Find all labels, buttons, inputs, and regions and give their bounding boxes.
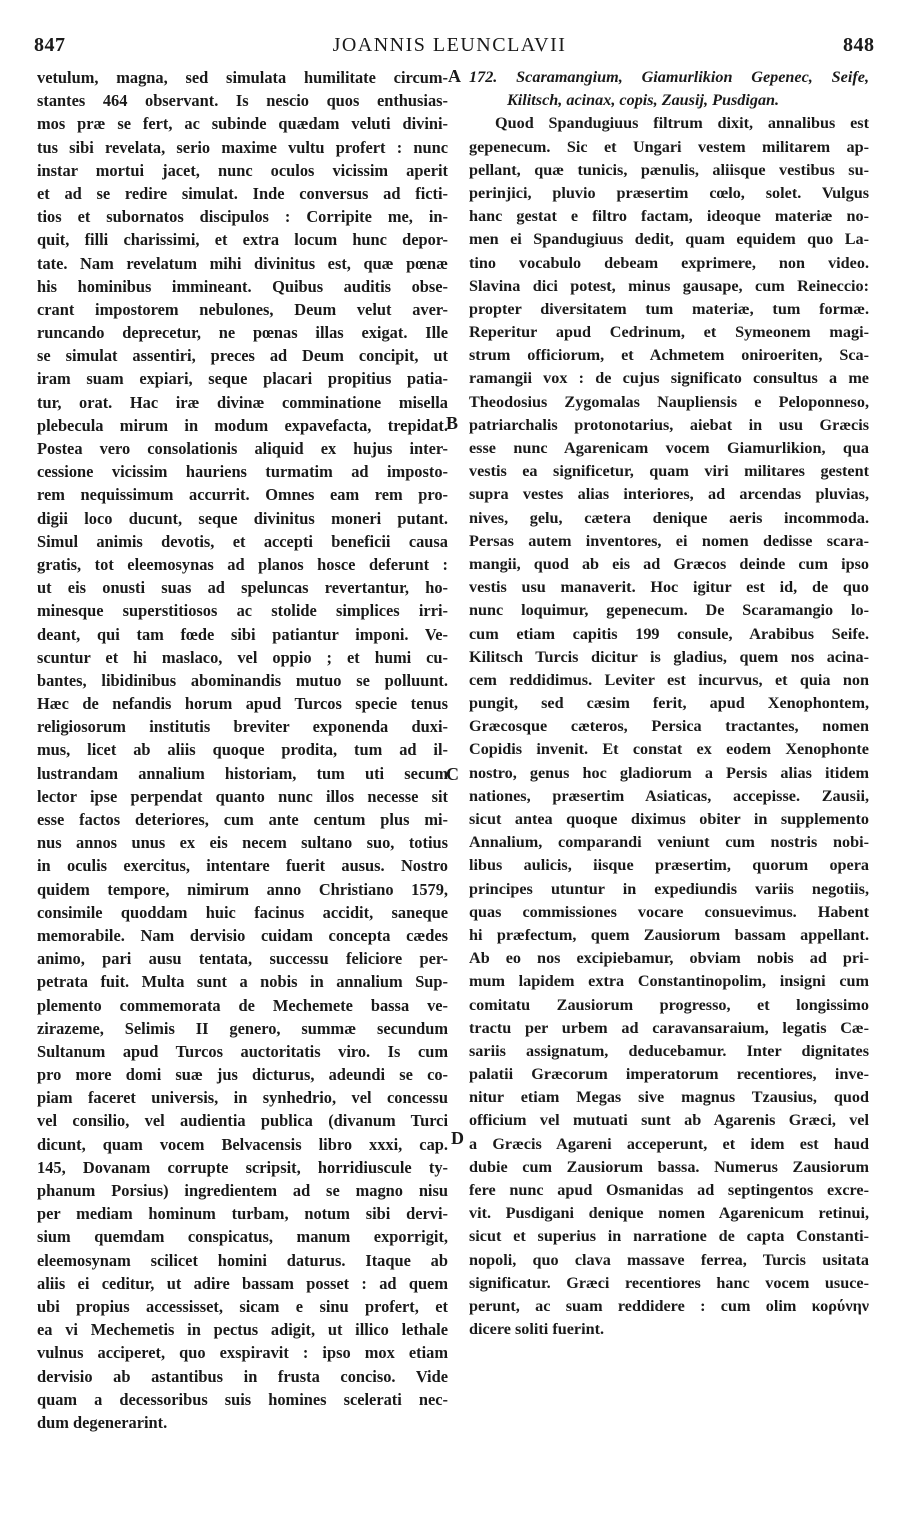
right-column-line: palatii Græcorum imperatorum recentiores, inve- bbox=[469, 1065, 869, 1084]
right-column-line: strum officiorum, et Achmetem oniroeriten, Sca- bbox=[469, 346, 869, 365]
margin-letter-c: C bbox=[446, 764, 459, 784]
right-column-line: Persas autem inventores, ei nomen dedisse scara- bbox=[469, 531, 869, 550]
right-column-line: Theodosius Zygomalas Naupliensis e Peloponneso, bbox=[469, 392, 869, 411]
right-column-line: pungit, sed cæsim ferit, apud Xenophontem, bbox=[469, 694, 869, 713]
left-column-line: tur, orat. Hac iræ divinæ comminatione misella bbox=[37, 392, 448, 412]
right-column-line: cem reddidimus. Leviter est incurvus, et quia non bbox=[469, 670, 869, 689]
left-column-line: mos præ se fert, ac subinde quædam veluti divini- bbox=[37, 114, 448, 134]
left-column-line: piam faceret universis, in synhedrio, vel concessu bbox=[37, 1088, 448, 1108]
right-column-line: cum etiam capitis 199 consule, Arabibus Seife. bbox=[469, 624, 869, 643]
left-column-line: tate. Nam revelatum mihi divinitus est, quæ pœnæ bbox=[37, 253, 448, 273]
left-column-line: Postea vero consolationis aliquid ex hujus inter- bbox=[37, 439, 448, 458]
right-column-line: 172. Scaramangium, Giamurlikion Gepenec, Seife, bbox=[469, 68, 869, 86]
right-column-line: quas commissiones vocare consuevimus. Habent bbox=[469, 902, 869, 921]
left-column-line: per mediam hominum turbam, notum sibi dervi- bbox=[37, 1204, 448, 1224]
right-column-line: ramangii vox : de cujus significato consultus a me bbox=[469, 369, 869, 388]
right-column-line: Kilitsch, acinax, copis, Zausij, Pusdigan. bbox=[507, 91, 780, 110]
left-column-line: quam a decessoribus suis homines scelerati nec- bbox=[37, 1389, 448, 1409]
right-column-line: mangii, quod ab eis ad Græcos deinde cum ipso bbox=[469, 554, 869, 573]
right-column-line: nunc loquimur, gepenecum. De Scaramangio lo- bbox=[469, 601, 869, 620]
left-column-line: dervisio ab astantibus in frusta conciso. Vide bbox=[37, 1366, 448, 1386]
right-column-line: pellant, quæ tunicis, pænulis, aliisque vestibus su- bbox=[469, 160, 869, 179]
right-column-line: Slavina dici potest, minus gausape, cum Reineccio: bbox=[469, 276, 869, 295]
right-column-line: esse nunc Agarenicam vocem Giamurlikion, qua bbox=[469, 439, 869, 457]
left-column-line: cessione vicissim hauriens turmatim ad imposto- bbox=[37, 462, 448, 482]
right-column-line: Annalium, comparandi veniunt cum nostris nobi- bbox=[469, 833, 869, 852]
left-column-line: Sultanum apud Turcos auctoritatis viro. Is cum bbox=[37, 1041, 448, 1061]
right-column-line: hanc gestat e filtro factam, ideoque materiæ no- bbox=[469, 207, 869, 226]
left-column-line: lustrandam annalium historiam, tum uti secum bbox=[37, 763, 448, 783]
right-column-line: supra vestes alias interiores, ad arcendas pluvias, bbox=[469, 485, 869, 504]
margin-letter-a: A bbox=[448, 66, 461, 86]
right-column-line: vestis ea significetur, quam viri militares gestent bbox=[469, 462, 869, 481]
left-column-line: minesque superstitiosos ac stolide simplices irri- bbox=[37, 601, 448, 621]
left-column-line: his hominibus immineant. Quibus auditis obse- bbox=[37, 276, 448, 296]
right-column-line: sariis assignatum, deducebamur. Inter dignitates bbox=[469, 1041, 869, 1060]
left-column-line: Hæc de nefandis horum apud Turcos specie tenus bbox=[37, 694, 448, 714]
right-column-line: a Græcis Agareni acceperunt, et idem est haud bbox=[469, 1134, 869, 1153]
left-column-line: religiosorum institutis breviter exponenda duxi- bbox=[37, 717, 448, 737]
left-column-line: quidem tempore, nimirum anno Christiano 1579, bbox=[37, 879, 448, 899]
left-column-line: plebecula mirum in modum expavefacta, trepidat. bbox=[37, 415, 448, 435]
right-column-line: Græcosque cæteros, Persica tractantes, nomen bbox=[469, 717, 869, 736]
right-column-line: men ei Spandugiuus dedit, quam equidem quo La- bbox=[469, 230, 869, 249]
right-column-line: mum lapidem extra Constantinopolim, insigni cum bbox=[469, 972, 869, 991]
left-column-line: nus annos unus ex eis necem sultano suo, totius bbox=[37, 833, 448, 853]
left-column-line: pro more domi suæ jus dicturus, adeundi se co- bbox=[37, 1065, 448, 1085]
right-column-line: nopoli, quo clava massave ferrea, Turcis usitata bbox=[469, 1250, 869, 1269]
left-column-line: zirazeme, Selimis II genero, summæ secundum bbox=[37, 1018, 448, 1038]
left-column-line: tios et subornatos discipulos : Corripite me, in- bbox=[37, 207, 448, 227]
right-column-line: significatur. Græci recentiores hanc vocem usuce- bbox=[469, 1273, 869, 1292]
right-column-line: vestis usu manaverit. Hoc igitur est id, de quo bbox=[469, 578, 869, 597]
right-column-line: vit. Pusdigani denique nomen Agarenicum retinui, bbox=[469, 1204, 869, 1223]
left-column-line: esse factos deteriores, cum ante centum plus mi- bbox=[37, 810, 448, 829]
right-column-line: sicut antea quoque diximus obiter in supplemento bbox=[469, 810, 869, 828]
left-column-line: vetulum, magna, sed simulata humilitate circum- bbox=[37, 68, 448, 87]
right-column-line: nationes, præsertim Asiaticas, accepisse. Zausii, bbox=[469, 786, 869, 805]
right-text-column bbox=[469, 66, 869, 1341]
left-column-line: dum degenerarint. bbox=[37, 1412, 168, 1432]
margin-letter-b: B bbox=[446, 413, 459, 433]
left-column-line: instar mortui jacet, nunc oculos vicissim aperit bbox=[37, 160, 448, 180]
left-column-line: Simul animis devotis, et accepti beneficii causa bbox=[37, 531, 448, 551]
left-column-line: gratis, tot eleemosynas ad planos hosce deferunt : bbox=[37, 554, 448, 574]
right-page-number: 848 bbox=[843, 34, 875, 56]
left-column-line: scuntur et hi maslaco, vel oppio ; et humi cu- bbox=[37, 647, 448, 667]
left-column-line: dicunt, quam vocem Belvacensis libro xxxi, cap. bbox=[37, 1134, 448, 1154]
right-column-line: tino vocabulo debeam exprimere, non video. bbox=[469, 253, 869, 272]
left-column-line: iram suam expiari, seque placari propitius patia- bbox=[37, 369, 448, 389]
left-column-line: et ad se redire simulat. Inde conversus ad ficti- bbox=[37, 183, 448, 203]
left-column-line: mus, licet ab aliis quoque prodita, tum ad il- bbox=[37, 740, 448, 760]
right-column-line: Quod Spandugiuus filtrum dixit, annalibus est bbox=[495, 114, 869, 133]
left-column-line: lector ipse perpendat quanto nunc illos necesse sit bbox=[37, 786, 448, 806]
right-column-line: patriarchalis protonotarius, aiebat in usu Græcis bbox=[469, 415, 869, 434]
page-header bbox=[0, 34, 899, 64]
right-column-line: perunt, ac suam reddidere : cum olim κορύνην bbox=[469, 1296, 869, 1315]
right-column-line: nitur etiam Megas sive magnus Tzausius, quod bbox=[469, 1088, 869, 1107]
left-column-line: runcando deprecetur, ne pœnas illas exigat. Ille bbox=[37, 323, 448, 343]
left-column-line: sium quemdam conspicatus, manum exporrigit, bbox=[37, 1227, 448, 1247]
right-column-line: perinjici, pluvio præsertim cœlo, solet. Vulgus bbox=[469, 183, 869, 202]
left-column-line: ea vi Mechemetis in pectus adigit, ut illico lethale bbox=[37, 1320, 448, 1340]
left-column-line: deant, qui tam fœde sibi patiantur imponi. Ve- bbox=[37, 624, 448, 644]
right-column-line: fere nunc apud Osmanidas ad septingentos excre- bbox=[469, 1181, 869, 1199]
left-column-line: vulnus acciperet, quo exspiravit : ipso mox etiam bbox=[37, 1343, 448, 1363]
left-column-line: bantes, libidinibus abominandis mutuo se polluunt. bbox=[37, 670, 448, 690]
left-column-line: stantes 464 observant. Is nescio quos enthusias- bbox=[37, 91, 448, 111]
right-column-line: dubie cum Zausiorum bassa. Numerus Zausiorum bbox=[469, 1157, 869, 1176]
left-column-line: plemento commemorata de Mechemete bassa ve- bbox=[37, 995, 448, 1015]
right-column-line: Copidis invenit. Et constat ex eodem Xenophonte bbox=[469, 740, 869, 759]
left-column-line: ut eis onusti suas ad speluncas revertantur, ho- bbox=[37, 578, 448, 598]
right-column-line: sicut et superius in narratione de capta Constanti- bbox=[469, 1227, 869, 1246]
left-column-line: digii loco ducunt, seque divinitus moneri putant. bbox=[37, 508, 448, 528]
right-column-line: principes utuntur in expediundis variis negotiis, bbox=[469, 879, 869, 898]
left-column-line: vel consilio, vel audientia publica (divanum Turci bbox=[37, 1111, 448, 1131]
left-column-line: crant impostorem nebulones, Deum velut aver- bbox=[37, 299, 448, 319]
right-column-line: nostro, genus hoc gladiorum a Persis alias itidem bbox=[469, 763, 869, 782]
right-column-line: Kilitsch Turcis dicitur is gladius, quem nos acina- bbox=[469, 647, 869, 666]
left-column-line: se simulat assentiri, preces ad Deum concipit, ut bbox=[37, 346, 448, 366]
margin-letter-d: D bbox=[451, 1128, 464, 1148]
right-column-line: libus aulicis, iisque præsertim, quorum opera bbox=[469, 856, 869, 875]
right-column-line: hi præfectum, quem Zausiorum bassam appellant. bbox=[469, 925, 869, 944]
left-column-line: tus sibi revelata, serio maxime vultu profert : nunc bbox=[37, 137, 448, 157]
left-column-line: memorabile. Nam dervisio cuidam concepta cædes bbox=[37, 925, 448, 945]
right-column-line: Ab eo nos excipiebamur, obviam nobis ad pri- bbox=[469, 949, 869, 968]
running-head: JOANNIS LEUNCLAVII bbox=[332, 34, 567, 56]
left-column-line: ubi propius accessisset, sicam e sinu profert, et bbox=[37, 1296, 448, 1316]
right-column-line: dicere soliti fuerint. bbox=[469, 1320, 605, 1339]
left-column-line: animo, pari ausu tentata, successu feliciore per- bbox=[37, 949, 448, 969]
right-column-line: propter diversitatem tum materiæ, tum formæ. bbox=[469, 299, 869, 318]
right-column-line: comitatu Zausiorum progresso, et longissimo bbox=[469, 995, 869, 1014]
right-column-line: Reperitur apud Cedrinum, et Symeonem magi- bbox=[469, 323, 869, 342]
left-column-line: quit, filli charissimi, et extra locum hunc depor- bbox=[37, 230, 448, 250]
left-column-line: petrata fuit. Multa sunt a nobis in annalium Sup- bbox=[37, 972, 448, 992]
right-column-line: nives, gelu, cætera denique aeris incommoda. bbox=[469, 508, 869, 527]
left-column-line: 145, Dovanam corrupte scripsit, horridiuscule ty- bbox=[37, 1157, 448, 1177]
left-column-line: phanum Porsius) ingredientem ad se magno nisu bbox=[37, 1181, 448, 1200]
left-column-line: in oculis exercitus, intentare fuerit ausus. Nostro bbox=[37, 856, 448, 876]
left-page-number: 847 bbox=[34, 34, 66, 56]
left-text-column bbox=[37, 66, 448, 1434]
left-column-line: rem nequissimum accurrit. Omnes eam rem pro- bbox=[37, 485, 448, 505]
left-column-line: eleemosynam scilicet homini daturus. Itaque ab bbox=[37, 1250, 448, 1270]
left-column-line: consimile quoddam huic facinus accidit, saneque bbox=[37, 902, 448, 922]
right-column-line: gepenecum. Sic et Ungari vestem militarem ap- bbox=[469, 137, 869, 156]
right-column-line: officium vel mutuati sunt ab Agarenis Græci, vel bbox=[469, 1111, 869, 1130]
left-column-line: aliis ei ceditur, ut adire bassam posset : ad quem bbox=[37, 1273, 448, 1293]
right-column-line: tractu per urbem ad caravansaraium, legatis Cæ- bbox=[469, 1018, 869, 1037]
